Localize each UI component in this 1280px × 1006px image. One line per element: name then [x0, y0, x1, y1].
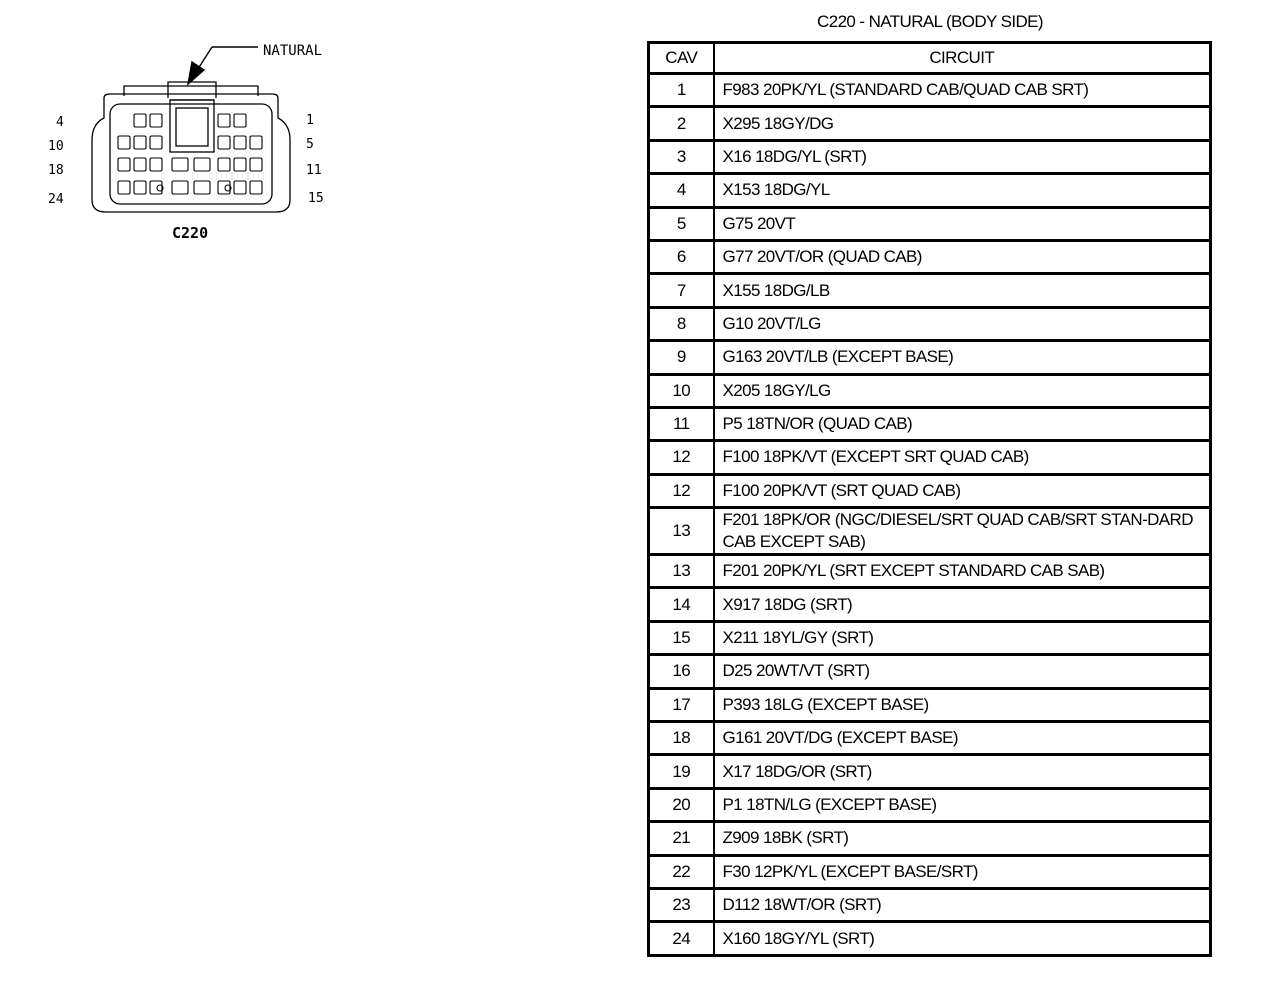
- table-row: [649, 407, 1211, 440]
- cavity: [150, 158, 162, 171]
- cav-cell: 3: [649, 140, 714, 173]
- cav-cell: 10: [649, 374, 714, 407]
- circuit-cell: X205 18GY/LG: [714, 374, 1211, 407]
- table-row: [649, 274, 1211, 307]
- cavity: [250, 136, 262, 149]
- cav-cell: 18: [649, 722, 714, 755]
- cav-cell: 20: [649, 788, 714, 821]
- table-row: [649, 307, 1211, 340]
- cavity-label-5: 5: [306, 137, 314, 152]
- cavity-label-4: 4: [56, 115, 64, 130]
- cavity: [234, 158, 246, 171]
- circuit-cell: G10 20VT/LG: [714, 307, 1211, 340]
- cavity-label-15: 15: [308, 191, 324, 206]
- circuit-cell: G75 20VT: [714, 207, 1211, 240]
- cav-cell: 15: [649, 621, 714, 654]
- cavity: [234, 114, 246, 127]
- table-row: [649, 788, 1211, 821]
- circuit-cell: G161 20VT/DG (EXCEPT BASE): [714, 722, 1211, 755]
- circuit-cell: D112 18WT/OR (SRT): [714, 888, 1211, 921]
- cavity-label-10: 10: [48, 139, 64, 154]
- cavity: [172, 158, 188, 171]
- cavity: [234, 136, 246, 149]
- table-row: [649, 508, 1211, 555]
- table-row: [649, 474, 1211, 507]
- cavity: [218, 136, 230, 149]
- circuit-cell: X295 18GY/DG: [714, 107, 1211, 140]
- cav-cell: 12: [649, 441, 714, 474]
- circuit-cell: X160 18GY/YL (SRT): [714, 922, 1211, 955]
- pinout-table: [647, 41, 1212, 957]
- cav-cell: 16: [649, 655, 714, 688]
- circuit-cell: F201 18PK/OR (NGC/DIESEL/SRT QUAD CAB/SRT STAN-DARD CAB EXCEPT SAB): [714, 508, 1211, 555]
- cavity-label-24: 24: [48, 192, 64, 207]
- table-row: [649, 107, 1211, 140]
- header-circuit: CIRCUIT: [714, 43, 1211, 74]
- circuit-cell: X211 18YL/GY (SRT): [714, 621, 1211, 654]
- circuit-cell: F201 20PK/YL (SRT EXCEPT STANDARD CAB SAB): [714, 555, 1211, 588]
- table-row: [649, 207, 1211, 240]
- table-row: [649, 588, 1211, 621]
- circuit-cell: P5 18TN/OR (QUAD CAB): [714, 407, 1211, 440]
- connector-name: C220: [172, 224, 209, 242]
- circuit-cell: X17 18DG/OR (SRT): [714, 755, 1211, 788]
- callout-arrow-icon: [188, 62, 204, 84]
- table-row: [649, 855, 1211, 888]
- cavity-label-18: 18: [48, 163, 64, 178]
- table-row: [649, 688, 1211, 721]
- table-row: [649, 140, 1211, 173]
- cavity-label-11: 11: [306, 163, 322, 178]
- cavity: [134, 181, 146, 194]
- circuit-cell: G77 20VT/OR (QUAD CAB): [714, 240, 1211, 273]
- table-title: C220 - NATURAL (BODY SIDE): [817, 12, 1043, 31]
- cav-cell: 8: [649, 307, 714, 340]
- circuit-cell: X153 18DG/YL: [714, 174, 1211, 207]
- cav-cell: 14: [649, 588, 714, 621]
- cav-cell: 2: [649, 107, 714, 140]
- cav-cell: 19: [649, 755, 714, 788]
- cav-cell: 22: [649, 855, 714, 888]
- cavity: [250, 181, 262, 194]
- table-row: [649, 621, 1211, 654]
- cavity: [172, 181, 188, 194]
- table-row: [649, 341, 1211, 374]
- cavity: [134, 114, 146, 127]
- cavity: [250, 158, 262, 171]
- table-row: [649, 722, 1211, 755]
- circuit-cell: X16 18DG/YL (SRT): [714, 140, 1211, 173]
- cavity: [118, 181, 130, 194]
- cav-cell: 17: [649, 688, 714, 721]
- cavity-grid: [118, 114, 262, 194]
- cavity: [234, 181, 246, 194]
- circuit-cell: X155 18DG/LB: [714, 274, 1211, 307]
- cavity: [134, 158, 146, 171]
- cav-cell: 23: [649, 888, 714, 921]
- circuit-cell: P1 18TN/LG (EXCEPT BASE): [714, 788, 1211, 821]
- cavity: [150, 136, 162, 149]
- cav-cell: 24: [649, 922, 714, 955]
- cavity: [194, 181, 210, 194]
- cavity: [218, 158, 230, 171]
- cav-cell: 1: [649, 74, 714, 107]
- table-row: [649, 922, 1211, 955]
- table-row: [649, 240, 1211, 273]
- cavity: [218, 114, 230, 127]
- table-row: [649, 74, 1211, 107]
- cav-cell: 13: [649, 508, 714, 555]
- circuit-cell: F100 18PK/VT (EXCEPT SRT QUAD CAB): [714, 441, 1211, 474]
- header-cav: CAV: [649, 43, 714, 74]
- cav-cell: 4: [649, 174, 714, 207]
- table-row: [649, 441, 1211, 474]
- circuit-cell: F100 20PK/VT (SRT QUAD CAB): [714, 474, 1211, 507]
- connector-diagram: [0, 0, 360, 250]
- cavity: [150, 181, 162, 194]
- cavity: [134, 136, 146, 149]
- cav-cell: 13: [649, 555, 714, 588]
- cav-cell: 21: [649, 822, 714, 855]
- cav-cell: 9: [649, 341, 714, 374]
- cavity: [194, 158, 210, 171]
- table-row: [649, 655, 1211, 688]
- cavity: [118, 158, 130, 171]
- table-row: [649, 555, 1211, 588]
- circuit-cell: F30 12PK/YL (EXCEPT BASE/SRT): [714, 855, 1211, 888]
- circuit-cell: Z909 18BK (SRT): [714, 822, 1211, 855]
- cavity-label-1: 1: [306, 113, 314, 128]
- table-row: [649, 755, 1211, 788]
- circuit-cell: G163 20VT/LB (EXCEPT BASE): [714, 341, 1211, 374]
- table-row: [649, 374, 1211, 407]
- cav-cell: 7: [649, 274, 714, 307]
- cavity: [150, 114, 162, 127]
- cav-cell: 11: [649, 407, 714, 440]
- circuit-cell: X917 18DG (SRT): [714, 588, 1211, 621]
- table-row: [649, 174, 1211, 207]
- table-row: [649, 888, 1211, 921]
- table-header-row: [649, 43, 1211, 74]
- circuit-cell: D25 20WT/VT (SRT): [714, 655, 1211, 688]
- cavity: [118, 136, 130, 149]
- cav-cell: 5: [649, 207, 714, 240]
- natural-callout-label: NATURAL: [263, 43, 323, 59]
- cav-cell: 12: [649, 474, 714, 507]
- circuit-cell: F983 20PK/YL (STANDARD CAB/QUAD CAB SRT): [714, 74, 1211, 107]
- table-row: [649, 822, 1211, 855]
- cav-cell: 6: [649, 240, 714, 273]
- cavity: [218, 181, 230, 194]
- circuit-cell: P393 18LG (EXCEPT BASE): [714, 688, 1211, 721]
